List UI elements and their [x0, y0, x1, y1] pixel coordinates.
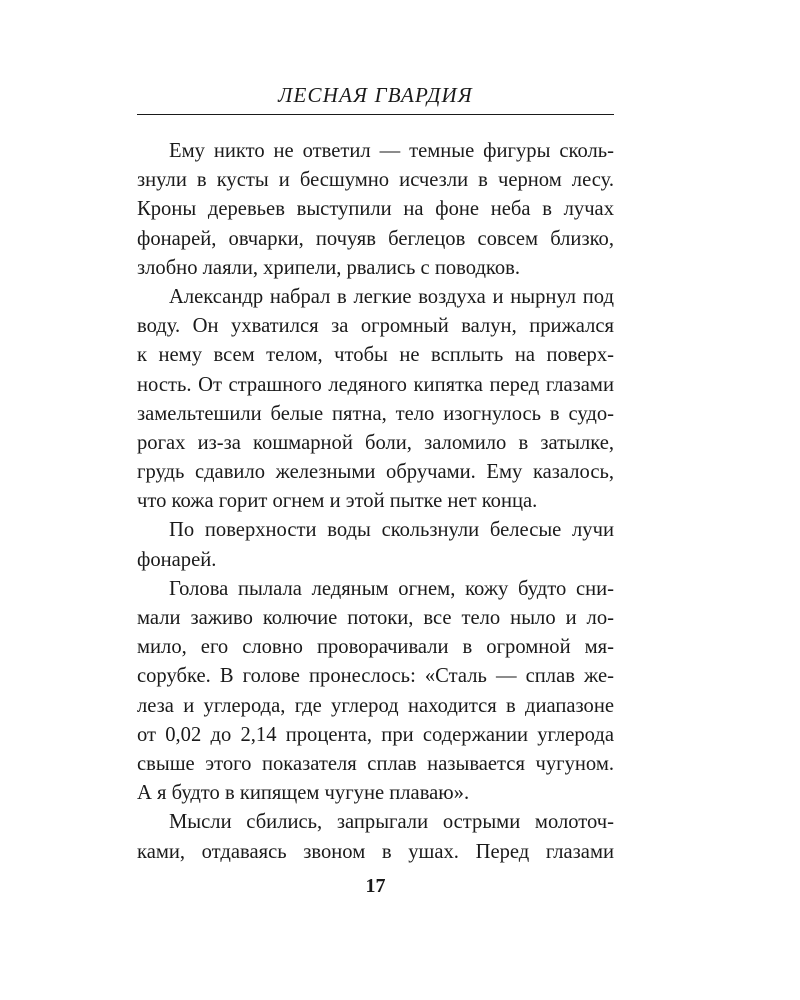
text-line: свыше этого показателя сплав называется чугуном.	[137, 752, 614, 775]
text-line: что кожа горит огнем и этой пытке нет конца.	[137, 490, 538, 513]
text-line: ками, отдаваясь звоном в ушах. Перед глазами	[137, 840, 614, 863]
text-line: воду. Он ухватился за огромный валун, прижался	[137, 315, 614, 338]
header-rule	[137, 114, 614, 115]
text-line: фонарей.	[137, 548, 217, 571]
text-line: знули в кусты и бесшумно исчезли в черном лесу.	[137, 169, 614, 192]
text-line: Ему никто не ответил — темные фигуры сколь-	[169, 140, 614, 162]
body-text	[137, 137, 614, 867]
paragraph	[137, 137, 614, 283]
text-line: к нему всем телом, чтобы не всплыть на поверх-	[137, 344, 614, 367]
text-line: рогах из-за кошмарной боли, заломило в затылке,	[137, 431, 614, 454]
paragraph	[137, 808, 614, 866]
text-line: Мысли сбились, запрыгали острыми молоточ-	[169, 811, 614, 834]
running-title: ЛЕСНАЯ ГВАРДИЯ	[278, 83, 473, 107]
text-line: ность. От страшного ледяного кипятка перед глазами	[137, 373, 614, 396]
text-line: от 0,02 до 2,14 процента, при содержании углерода	[137, 723, 614, 746]
text-line: мило, его словно проворачивали в огромной мя-	[137, 636, 614, 659]
text-line: А я будто в кипящем чугуне плаваю».	[137, 782, 470, 805]
paragraph	[137, 575, 614, 809]
text-line: Кроны деревьев выступили на фоне неба в лучах	[137, 198, 614, 221]
text-line: мали заживо колючие потоки, все тело ныло и ло-	[137, 607, 614, 629]
text-line: леза и углерода, где углерод находится в диапазоне	[137, 694, 614, 717]
text-line: Голова пылала ледяным огнем, кожу будто сни-	[169, 577, 614, 600]
paragraph	[137, 516, 614, 574]
text-line: замельтешили белые пятна, тело изогнулось в судо-	[137, 402, 614, 425]
text-line: По поверхности воды скользнули белесые лучи	[169, 519, 614, 542]
text-line: Александр набрал в легкие воздуха и нырнул под	[169, 285, 614, 308]
page-number: 17	[365, 875, 386, 897]
text-line: грудь сдавило железными обручами. Ему казалось,	[137, 461, 614, 484]
paragraph	[137, 283, 614, 517]
text-line: сорубке. В голове пронеслось: «Сталь — сплав же-	[137, 665, 614, 688]
text-line: фонарей, овчарки, почуяв беглецов совсем близко,	[137, 227, 614, 250]
text-line: злобно лаяли, хрипели, рвались с поводков.	[137, 256, 521, 279]
